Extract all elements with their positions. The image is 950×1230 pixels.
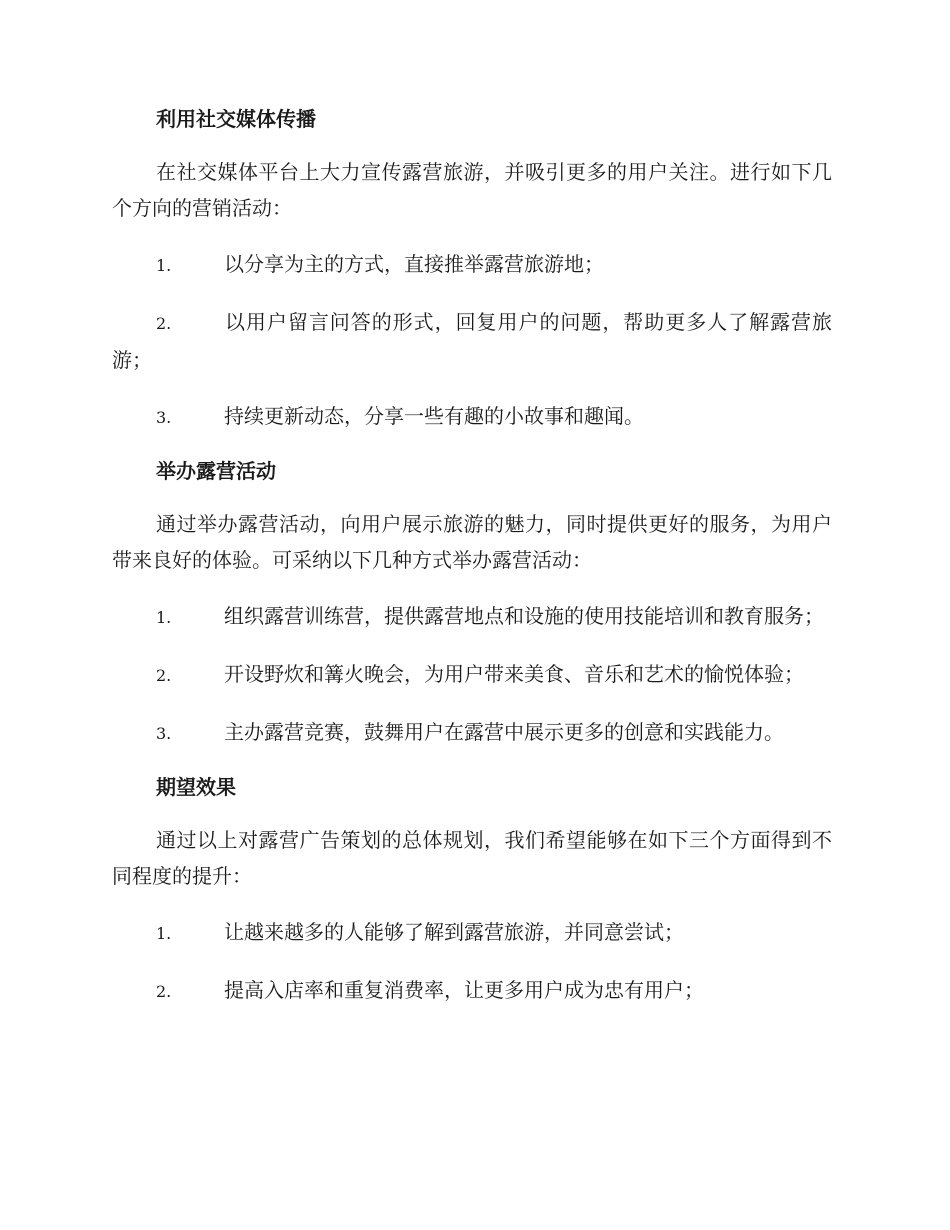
list-number: 3. [156, 724, 172, 743]
list-item [112, 972, 832, 1010]
section-expected-results [112, 772, 832, 1010]
section-social-media [112, 104, 832, 436]
list-text: 主办露营竞赛，鼓舞用户在露营中展示更多的创意和实践能力。 [224, 720, 784, 744]
list-item [112, 246, 832, 284]
list-number: 3. [156, 408, 172, 427]
section-paragraph: 通过以上对露营广告策划的总体规划，我们希望能够在如下三个方面得到不同程度的提升： [112, 828, 832, 888]
list-number: 2. [156, 666, 172, 685]
list-item [112, 656, 832, 694]
list-text: 以分享为主的方式，直接推举露营旅游地； [224, 252, 604, 276]
section-heading: 举办露营活动 [156, 459, 276, 483]
numbered-list [112, 914, 832, 1010]
document-page [112, 104, 832, 1030]
list-text: 组织露营训练营，提供露营地点和设施的使用技能培训和教育服务； [224, 604, 824, 628]
list-item [112, 914, 832, 952]
list-text: 让越来越多的人能够了解到露营旅游，并同意尝试； [224, 920, 684, 944]
list-number: 2. [156, 314, 172, 333]
section-paragraph: 在社交媒体平台上大力宣传露营旅游，并吸引更多的用户关注。进行如下几个方向的营销活动： [112, 160, 832, 220]
list-number: 2. [156, 982, 172, 1001]
list-item [112, 598, 832, 636]
list-text: 以用户留言问答的形式，回复用户的问题，帮助更多人了解露营旅游； [112, 310, 832, 372]
list-number: 1. [156, 608, 172, 627]
section-camping-events [112, 456, 832, 752]
list-number: 1. [156, 924, 172, 943]
section-paragraph: 通过举办露营活动，向用户展示旅游的魅力，同时提供更好的服务，为用户带来良好的体验。可采纳以下几种方式举办露营活动： [112, 512, 832, 572]
list-item [112, 714, 832, 752]
section-heading: 利用社交媒体传播 [156, 107, 316, 131]
numbered-list [112, 598, 832, 752]
section-heading: 期望效果 [156, 775, 236, 799]
list-item [112, 304, 832, 378]
list-number: 1. [156, 256, 172, 275]
numbered-list [112, 246, 832, 436]
list-item [112, 398, 832, 436]
list-text: 提高入店率和重复消费率，让更多用户成为忠有用户； [224, 978, 704, 1002]
list-text: 开设野炊和篝火晚会，为用户带来美食、音乐和艺术的愉悦体验； [224, 662, 804, 686]
list-text: 持续更新动态，分享一些有趣的小故事和趣闻。 [224, 404, 644, 428]
